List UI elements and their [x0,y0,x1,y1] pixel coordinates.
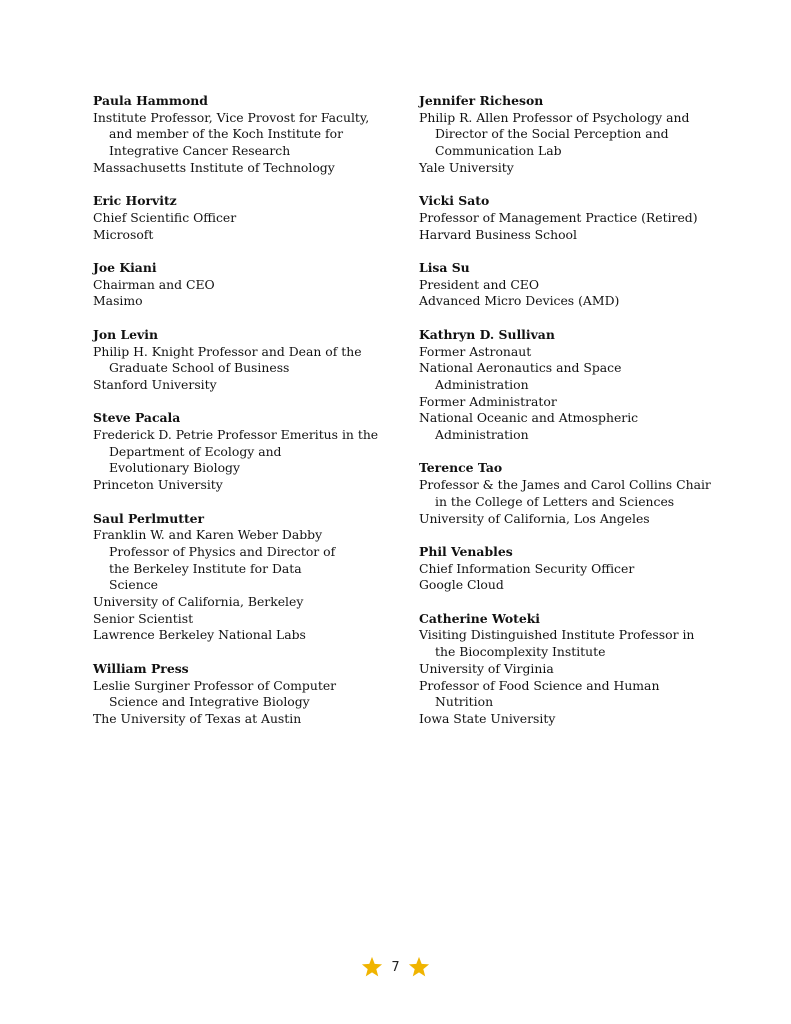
member-affiliation-line: Stanford University [93,376,217,392]
member-name: Lisa Su [419,260,470,275]
member-affiliation-line: Professor of Physics and Director of [109,543,336,559]
member-affiliation-line: the Biocomplexity Institute [435,644,606,660]
member-name: Jon Levin [93,326,158,342]
member-name: Saul Perlmutter [93,510,205,526]
member-entry [93,511,393,645]
member-affiliation-line: Microsoft [93,226,154,242]
star-icon [361,956,383,978]
left-member-column [93,93,393,744]
member-affiliation-line: Frederick D. Petrie Professor Emeritus in the [93,427,379,442]
member-affiliation-line: Evolutionary Biology [109,460,240,476]
member-affiliation-line: Nutrition [435,694,494,710]
member-entry [419,93,719,177]
member-affiliation-line: The University of Texas at Austin [93,710,302,726]
member-name: Steve Pacala [93,410,181,426]
member-affiliation-line: Princeton University [93,477,223,493]
member-affiliation-line: National Oceanic and Atmospheric [419,410,639,426]
member-entry [419,327,719,444]
member-affiliation-line: Philip R. Allen Professor of Psychology and [419,109,690,125]
member-name: Vicki Sato [419,193,490,209]
member-affiliation-line: Harvard Business School [419,226,577,242]
star-icon [408,956,430,978]
member-affiliation-line: Science and Integrative Biology [109,694,310,710]
member-name: Catherine Woteki [419,610,541,626]
member-name: Joe Kiani [93,260,157,275]
member-entry [419,611,719,728]
member-affiliation-line: Department of Ecology and [109,443,282,459]
member-affiliation-line: University of California, Berkeley [93,594,304,610]
member-affiliation-line: Former Administrator [419,393,557,409]
member-entry [93,410,393,494]
member-affiliation-line: and member of the Koch Institute for [109,126,344,142]
member-affiliation-line: Professor of Management Practice (Retired) [419,209,698,225]
member-entry [419,193,719,243]
member-affiliation-line: Advanced Micro Devices (AMD) [419,293,620,309]
member-affiliation-line: Chief Scientific Officer [93,209,237,225]
member-affiliation-line: Graduate School of Business [109,360,290,376]
member-affiliation-line: University of California, Los Angeles [419,510,650,526]
member-entry [93,661,393,728]
member-affiliation-line: Integrative Cancer Research [109,143,291,159]
member-name: Paula Hammond [93,93,208,108]
member-affiliation-line: Institute Professor, Vice Provost for Faculty, [93,109,370,125]
member-entry [93,93,393,177]
member-entry [93,193,393,243]
right-member-column [419,93,719,744]
member-affiliation-line: Google Cloud [419,577,504,593]
member-affiliation-line: National Aeronautics and Space [419,360,622,376]
member-name: Phil Venables [419,543,513,559]
member-affiliation-line: Administration [435,376,529,392]
member-affiliation-line: in the College of Letters and Sciences [435,493,675,509]
member-affiliation-line: President and CEO [419,276,539,292]
page-number: 7 [391,959,400,975]
member-affiliation-line: Leslie Surginer Professor of Computer [93,677,337,693]
member-name: William Press [93,660,189,676]
member-affiliation-line: University of Virginia [419,660,554,676]
member-name: Kathryn D. Sullivan [419,326,555,342]
member-affiliation-line: Professor & the James and Carol Collins Chair [419,477,711,493]
member-affiliation-line: Chief Information Security Officer [419,560,635,576]
member-affiliation-line: Chairman and CEO [93,276,215,292]
member-affiliation-line: Communication Lab [435,143,562,159]
member-affiliation-line: the Berkeley Institute for Data [109,560,302,576]
member-affiliation-line: Former Astronaut [419,343,532,359]
member-affiliation-line: Director of the Social Perception and [435,126,669,142]
member-affiliation-line: Professor of Food Science and Human [419,677,660,693]
member-entry [419,544,719,594]
member-affiliation-line: Masimo [93,293,143,309]
member-entry [93,260,393,310]
member-affiliation-line: Franklin W. and Karen Weber Dabby [93,527,323,543]
member-affiliation-line: Yale University [419,159,514,175]
member-affiliation-line: Lawrence Berkeley National Labs [93,627,306,643]
member-affiliation-line: Administration [435,427,529,443]
member-affiliation-line: Philip H. Knight Professor and Dean of the [93,343,362,359]
member-name: Terence Tao [419,460,503,476]
member-entry [419,260,719,310]
member-affiliation-line: Visiting Distinguished Institute Professor in [419,627,695,643]
member-name: Eric Horvitz [93,193,177,209]
member-affiliation-line: Massachusetts Institute of Technology [93,159,335,175]
member-entry [419,460,719,527]
member-affiliation-line: Science [109,577,158,593]
member-entry [93,327,393,394]
member-name: Jennifer Richeson [419,93,544,108]
page-footer [0,956,791,978]
member-affiliation-line: Iowa State University [419,710,556,726]
member-affiliation-line: Senior Scientist [93,610,194,626]
